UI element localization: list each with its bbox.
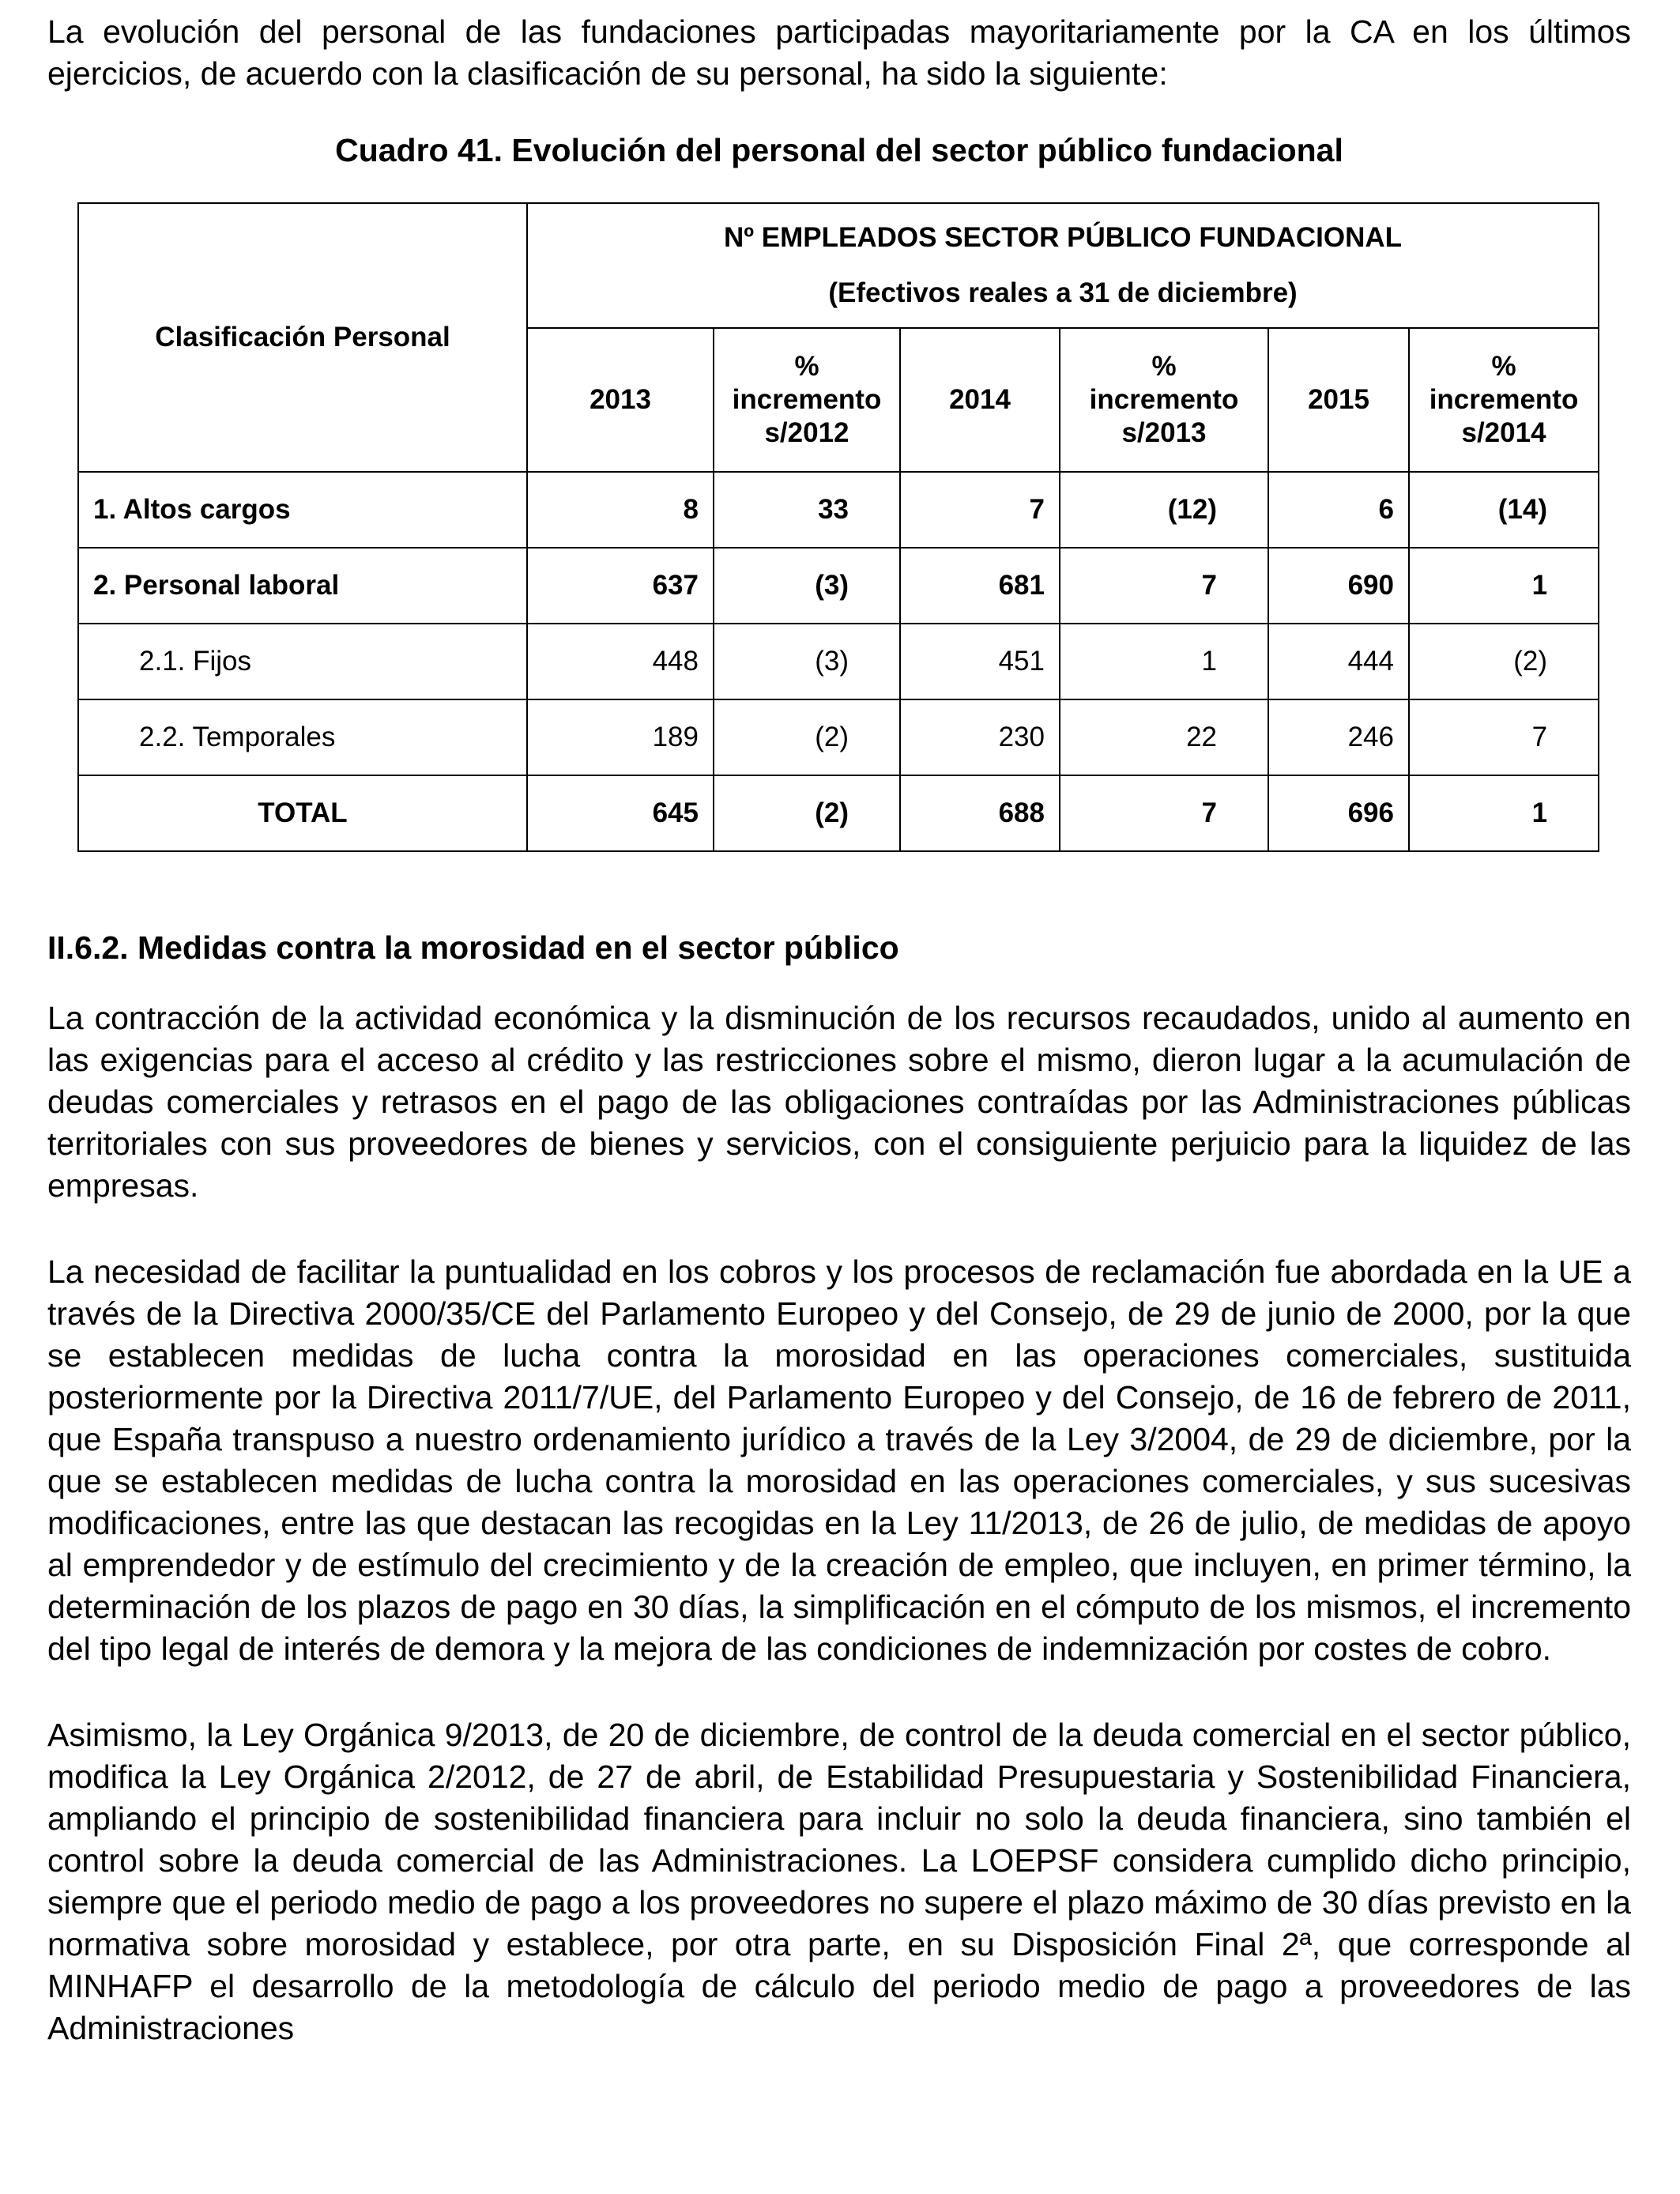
row-label: 2.1. Fijos (78, 624, 527, 699)
cell-pct-2013: 22 (1060, 699, 1268, 775)
cell-2014: 230 (900, 699, 1060, 775)
cell-pct-2013: 1 (1060, 624, 1268, 699)
table-row (78, 472, 1599, 548)
cell-2014: 681 (900, 548, 1060, 624)
document-page (47, 11, 1631, 2049)
group-header-line2: (Efectivos reales a 31 de diciembre) (828, 277, 1298, 308)
cell-2014: 688 (900, 775, 1060, 851)
cell-2013: 448 (527, 624, 714, 699)
section-heading: II.6.2. Medidas contra la morosidad en el sector público (47, 929, 899, 966)
row-label: 2. Personal laboral (78, 548, 527, 624)
body-paragraph: La necesidad de facilitar la puntualidad en los cobros y los procesos de reclamación fue abordada en la UE a través de la Directiva 2000/35/CE del Parlamento Europeo y del Consejo, de 29 de junio de 2000, por la que se establecen medidas de lucha contra la morosidad en las operaciones comerciales, sustituida posteriormente por la Directiva 2011/7/UE, del Parlamento Europeo y del Consejo, de 16 de febrero de 2011, que España transpuso a nuestro ordenamiento jurídico a través de la Ley 3/2004, de 29 de diciembre, por la que se establecen medidas de lucha contra la morosidad en las operaciones comerciales, y sus sucesivas modificaciones, entre las que destacan las recogidas en la Ley 11/2013, de 26 de julio, de medidas de apoyo al emprendedor y de estímulo del crecimiento y de la creación de empleo, que incluyen, en primer término, la determinación de los plazos de pago en 30 días, la simplificación en el cómputo de los mismos, el incremento del tipo legal de interés de demora y la mejora de las condiciones de indemnización por costes de cobro. (47, 1253, 1631, 1667)
cell-pct-2014: (14) (1409, 472, 1599, 548)
cell-pct-2014: (2) (1409, 624, 1599, 699)
cell-2015: 246 (1268, 699, 1409, 775)
cell-2013: 8 (527, 472, 714, 548)
col-2014: 2014 (900, 328, 1060, 472)
cell-pct-2012: 33 (714, 472, 900, 548)
row-label: 1. Altos cargos (78, 472, 527, 548)
col-pct-2013: % incremento s/2013 (1060, 328, 1268, 472)
col-pct-2014: % incremento s/2014 (1409, 328, 1599, 472)
cell-pct-2013: (12) (1060, 472, 1268, 548)
cell-2013: 189 (527, 699, 714, 775)
body-paragraph: Asimismo, la Ley Orgánica 9/2013, de 20 de diciembre, de control de la deuda comercial en el sector público, modifica la Ley Orgánica 2/2012, de 27 de abril, de Estabilidad Presupuestaria y Sostenibilidad Financiera, ampliando el principio de sostenibilidad financiera para incluir no solo la deuda financiera, sino también el control sobre la deuda comercial de las Administraciones. La LOEPSF considera cumplido dicho principio, siempre que el periodo medio de pago a los proveedores no supere el plazo máximo de 30 días previsto en la normativa sobre morosidad y establece, por otra parte, en su Disposición Final 2ª, que corresponde al MINHAFP el desarrollo de la metodología de cálculo del periodo medio de pago a proveedores de las Administraciones (47, 1717, 1631, 2046)
cell-2015: 6 (1268, 472, 1409, 548)
table-row (78, 624, 1599, 699)
table-caption: Cuadro 41. Evolución del personal del sector público fundacional (335, 132, 1343, 168)
cell-2015: 696 (1268, 775, 1409, 851)
cell-2013: 637 (527, 548, 714, 624)
cell-2013: 645 (527, 775, 714, 851)
cell-2014: 451 (900, 624, 1060, 699)
table-row (78, 699, 1599, 775)
table-row (78, 548, 1599, 624)
col-2015: 2015 (1268, 328, 1409, 472)
cell-2015: 690 (1268, 548, 1409, 624)
table-row-total (78, 775, 1599, 851)
cell-2014: 7 (900, 472, 1060, 548)
cell-pct-2013: 7 (1060, 548, 1268, 624)
body-paragraph: La contracción de la actividad económica y la disminución de los recursos recaudados, unido al aumento en las exigencias para el acceso al crédito y las restricciones sobre el mismo, dieron lugar a la acumulación de deudas comerciales y retrasos en el pago de las obligaciones contraídas por las Administraciones públicas territoriales con sus proveedores de bienes y servicios, con el consiguiente perjuicio para la liquidez de las empresas. (47, 1000, 1631, 1204)
classification-header: Clasificación Personal (78, 203, 527, 472)
col-pct-2012: % incremento s/2012 (714, 328, 900, 472)
cell-pct-2013: 7 (1060, 775, 1268, 851)
group-header (527, 203, 1599, 328)
cell-pct-2014: 7 (1409, 699, 1599, 775)
cell-pct-2014: 1 (1409, 548, 1599, 624)
intro-paragraph: La evolución del personal de las fundaciones participadas mayoritariamente por la CA en los últimos ejercicios, de acuerdo con la clasificación de su personal, ha sido la siguiente: (47, 13, 1631, 92)
cell-pct-2012: (2) (714, 699, 900, 775)
cell-pct-2014: 1 (1409, 775, 1599, 851)
cell-pct-2012: (2) (714, 775, 900, 851)
row-label: 2.2. Temporales (78, 699, 527, 775)
cell-pct-2012: (3) (714, 548, 900, 624)
cell-2015: 444 (1268, 624, 1409, 699)
group-header-line1: Nº EMPLEADOS SECTOR PÚBLICO FUNDACIONAL (724, 222, 1403, 253)
cell-pct-2012: (3) (714, 624, 900, 699)
col-2013: 2013 (527, 328, 714, 472)
row-label: TOTAL (78, 775, 527, 851)
personnel-table (77, 202, 1599, 852)
